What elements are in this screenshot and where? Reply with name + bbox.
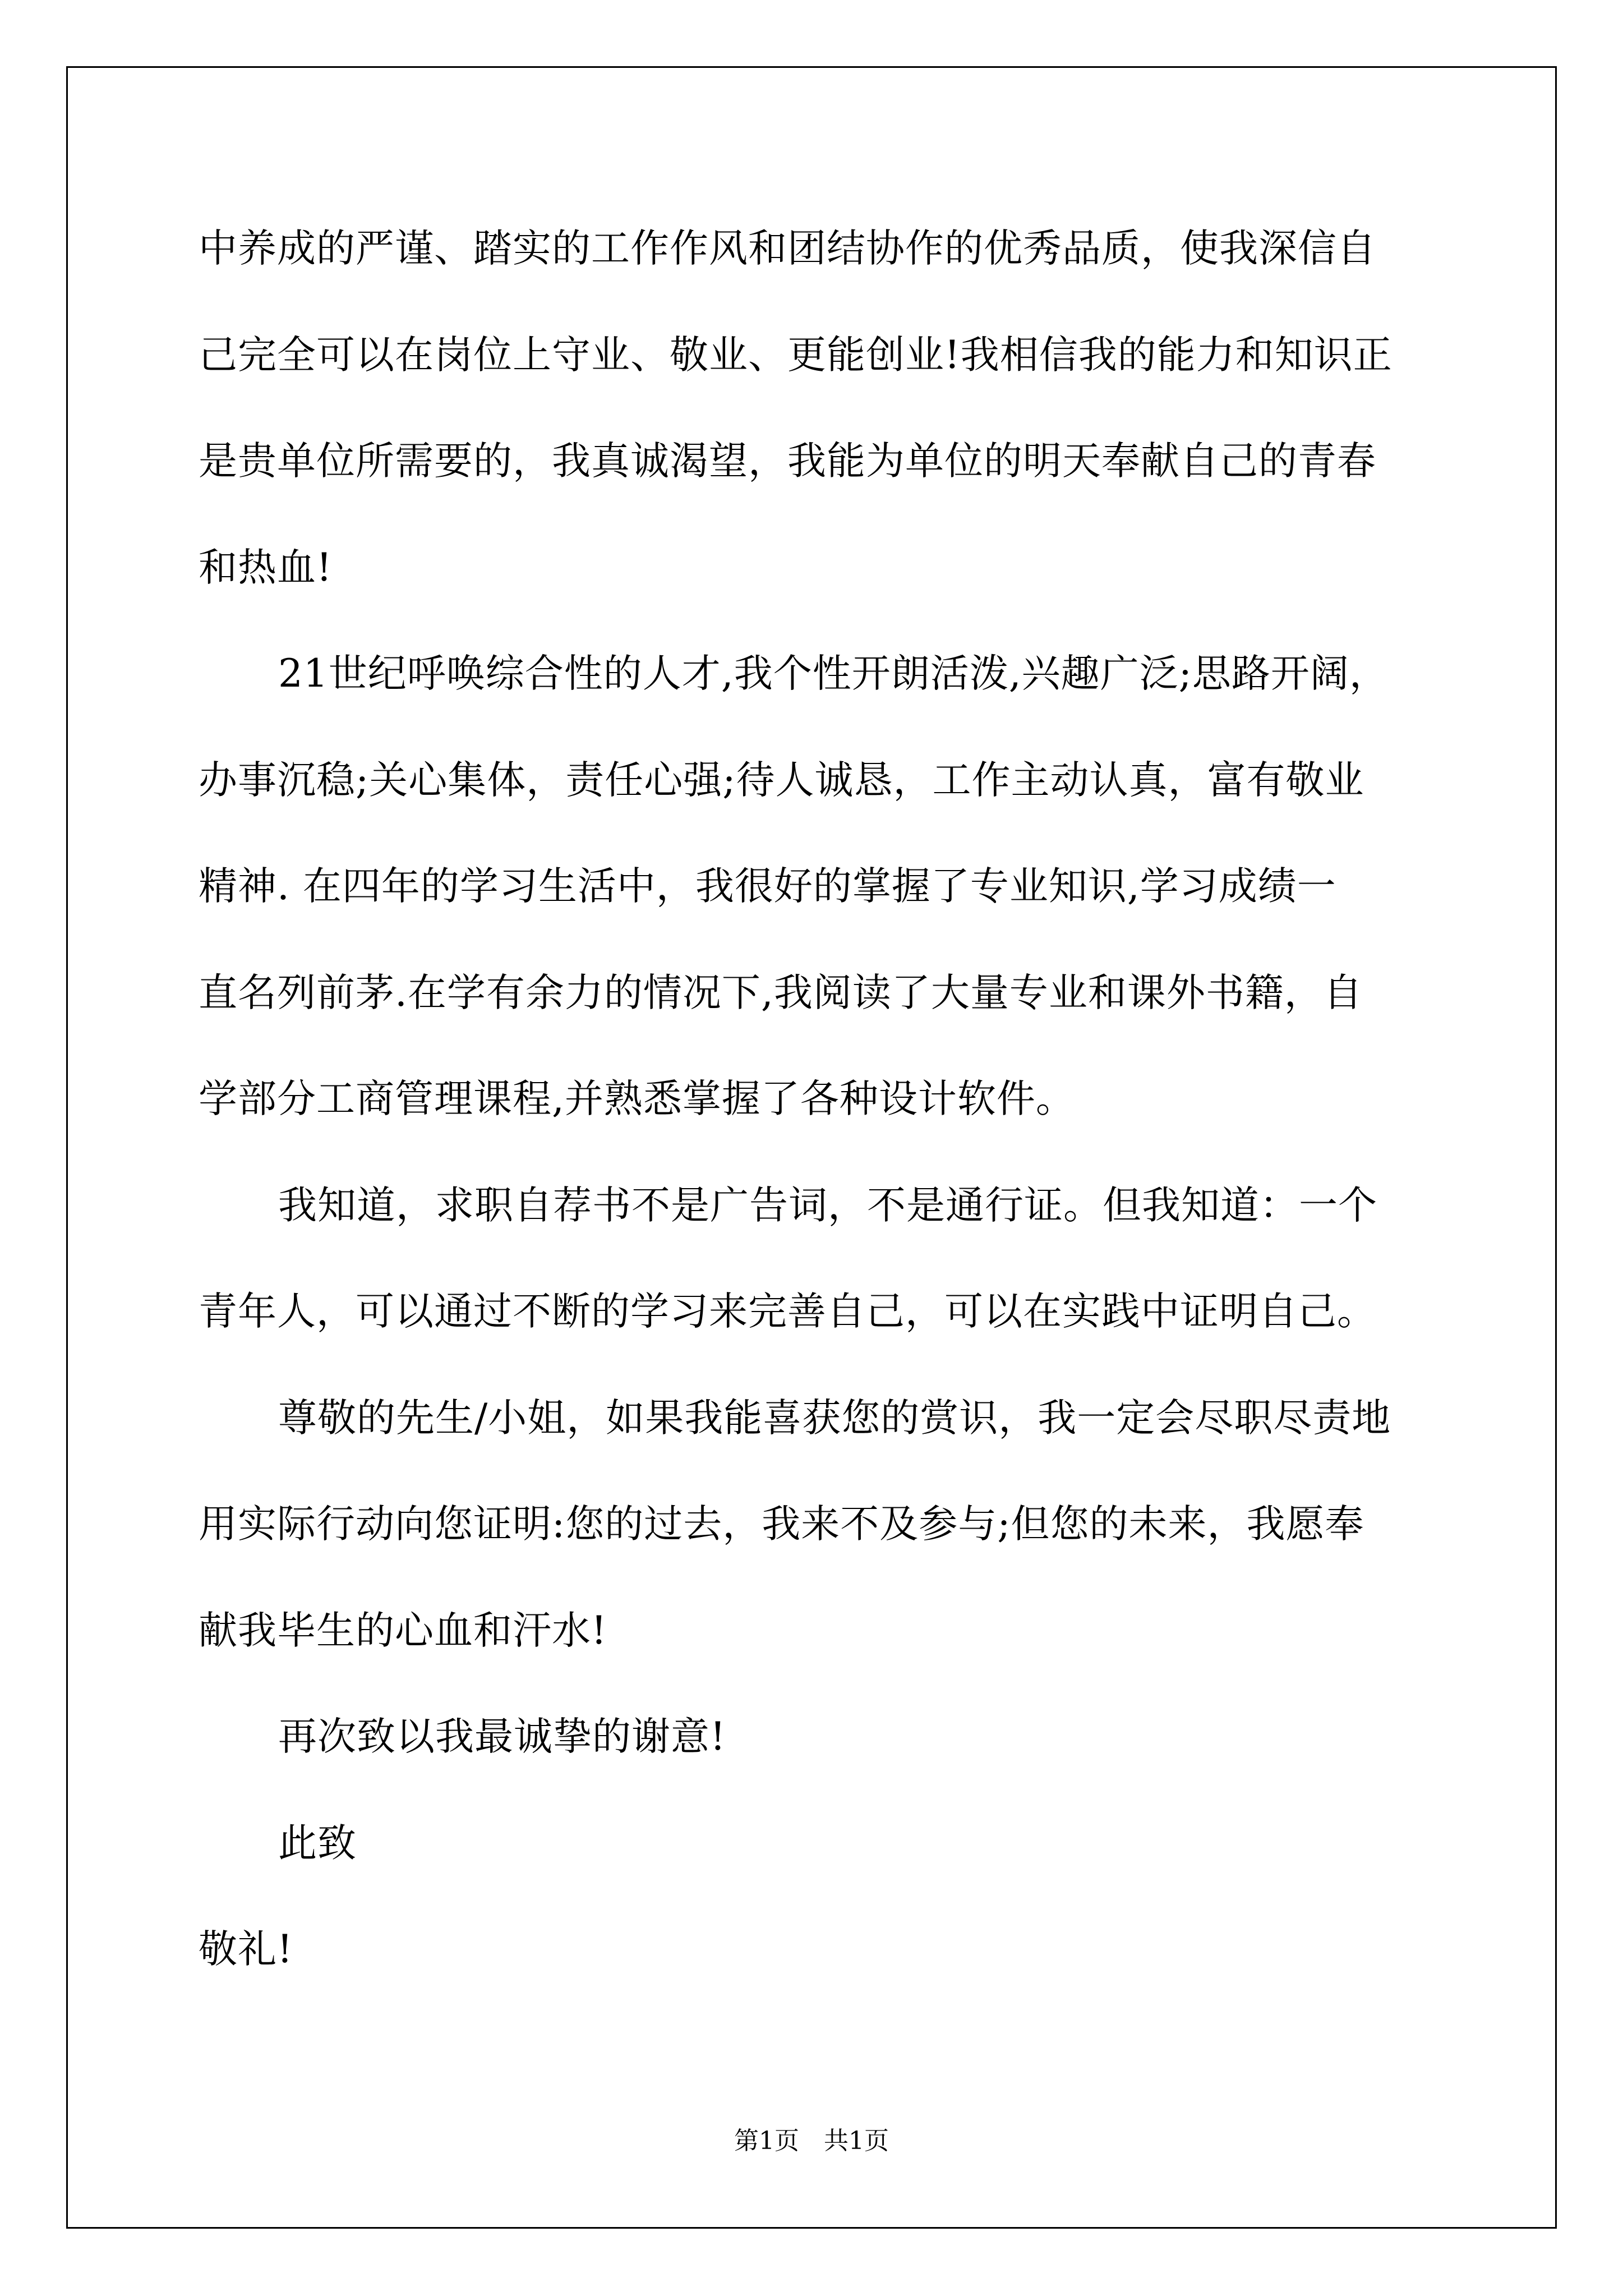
paragraph-start-line: 再次致以我最诚挚的谢意! (278, 1714, 726, 1759)
salutation-line: 敬礼! (199, 1927, 293, 1972)
text-line: 和热血! (199, 545, 333, 590)
text-line: 直名列前茅.在学有余力的情况下,我阅读了大量专业和课外书籍，自 (199, 970, 1363, 1015)
text-line: 学部分工商管理课程,并熟悉掌握了各种设计软件。 (199, 1076, 1075, 1121)
text-line: 办事沉稳;关心集体，责任心强;待人诚恳，工作主动认真，富有敬业 (199, 758, 1364, 803)
paragraph-start-line: 尊敬的先生/小姐，如果我能喜获您的赏识，我一定会尽职尽责地 (278, 1396, 1391, 1441)
text-line: 己完全可以在岗位上守业、敬业、更能创业!我相信我的能力和知识正 (199, 333, 1393, 378)
page-border (66, 66, 1557, 2229)
paragraph-start-line: 21世纪呼唤综合性的人才,我个性开朗活泼,兴趣广泛;思路开阔， (278, 651, 1389, 696)
paragraph-start-line: 我知道，求职自荐书不是广告词，不是通行证。但我知道：一个 (278, 1183, 1377, 1228)
closing-line: 此致 (278, 1821, 357, 1866)
text-line: 中养成的严谨、踏实的工作作风和团结协作的优秀品质，使我深信自 (199, 226, 1376, 271)
text-line: 献我毕生的心血和汗水! (199, 1608, 607, 1653)
text-line: 用实际行动向您证明:您的过去，我来不及参与;但您的未来，我愿奉 (199, 1502, 1364, 1547)
text-line: 精神. 在四年的学习生活中，我很好的掌握了专业知识,学习成绩一 (199, 864, 1336, 909)
text-line: 是贵单位所需要的，我真诚渴望，我能为单位的明天奉献自己的青春 (199, 439, 1376, 484)
text-line: 青年人，可以通过不断的学习来完善自己，可以在实践中证明自己。 (199, 1289, 1376, 1334)
page-footer: 第1页 共1页 (734, 2127, 889, 2155)
